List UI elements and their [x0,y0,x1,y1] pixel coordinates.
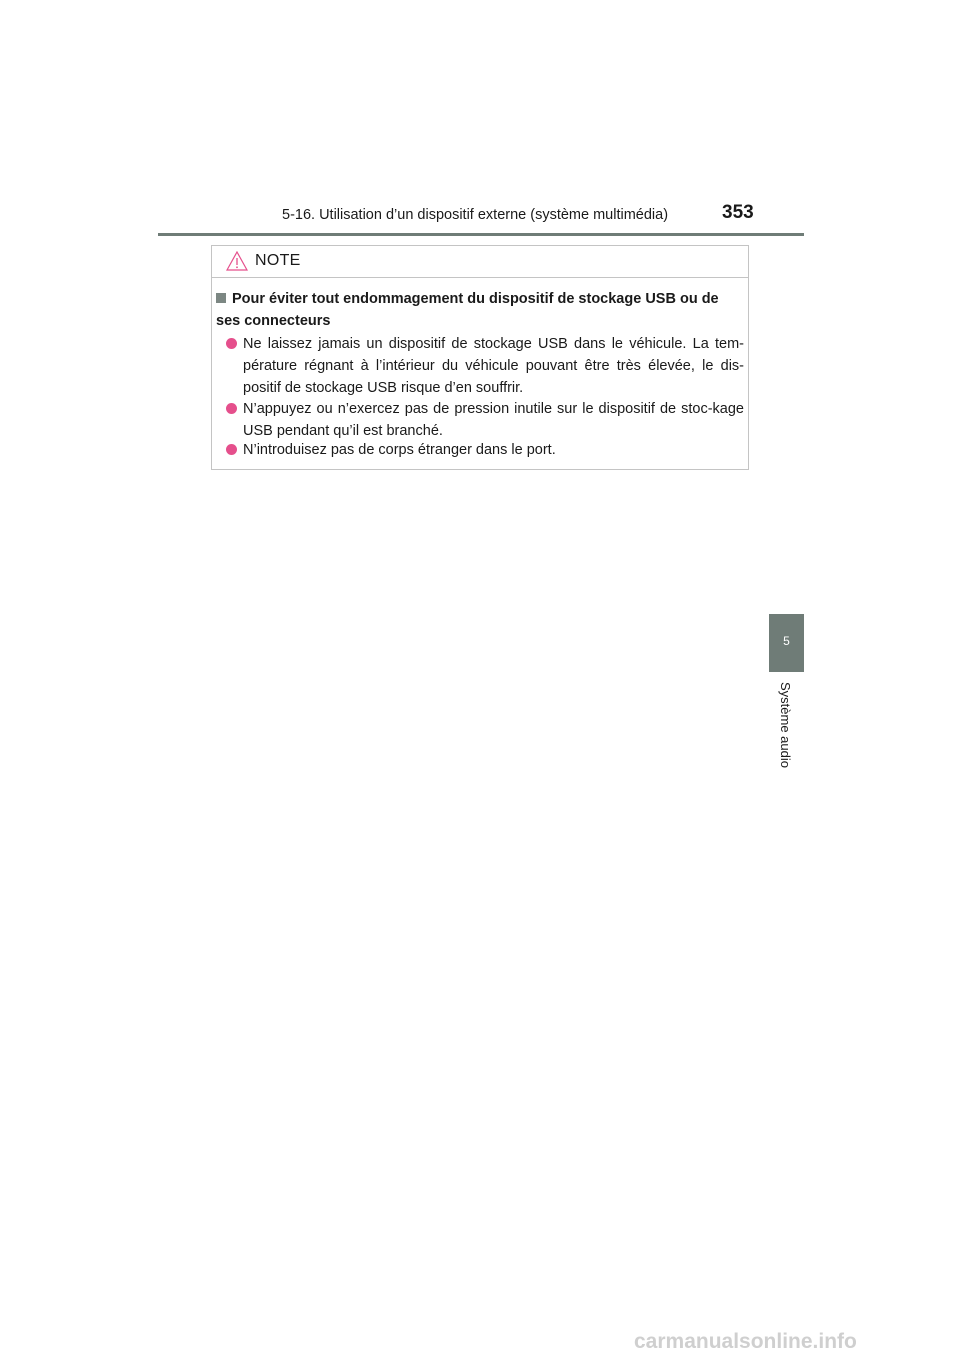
header-rule [158,233,804,236]
note-label: NOTE [255,252,301,269]
note-bullet-text: N’appuyez ou n’exercez pas de pression inutile sur le dispositif de stoc-kage USB pendant qu’il est branché. [243,401,744,439]
bullet-dot [226,444,237,455]
note-bullet-item [226,333,744,399]
square-bullet [216,293,226,303]
page-header-title: 5-16. Utilisation d’un dispositif externe (système multimédia) [282,207,669,223]
chapter-side-label: Système audio [778,682,793,768]
note-bullet-text: N’introduisez pas de corps étranger dans le port. [243,442,556,458]
warning-triangle-icon [226,251,248,271]
chapter-side-tab [769,614,804,672]
note-heading-text: Pour éviter tout endommagement du dispositif de stockage USB ou de ses connecteurs [216,291,719,329]
page-number: 353 [722,202,754,223]
note-bullet-item [226,398,744,442]
note-section-heading [216,288,744,332]
bullet-dot [226,338,237,349]
note-bullet-item [226,439,744,461]
chapter-number: 5 [783,634,790,648]
watermark: carmanualsonline.info [634,1330,857,1353]
note-bullet-text: Ne laissez jamais un dispositif de stockage USB dans le véhicule. La tem-pérature régnant à l’intérieur du véhicule pouvant être très élevée, le dis-positif de stockage USB risque d’en souffrir. [243,336,744,396]
bullet-dot [226,403,237,414]
note-header [212,246,748,278]
note-box [211,245,749,470]
